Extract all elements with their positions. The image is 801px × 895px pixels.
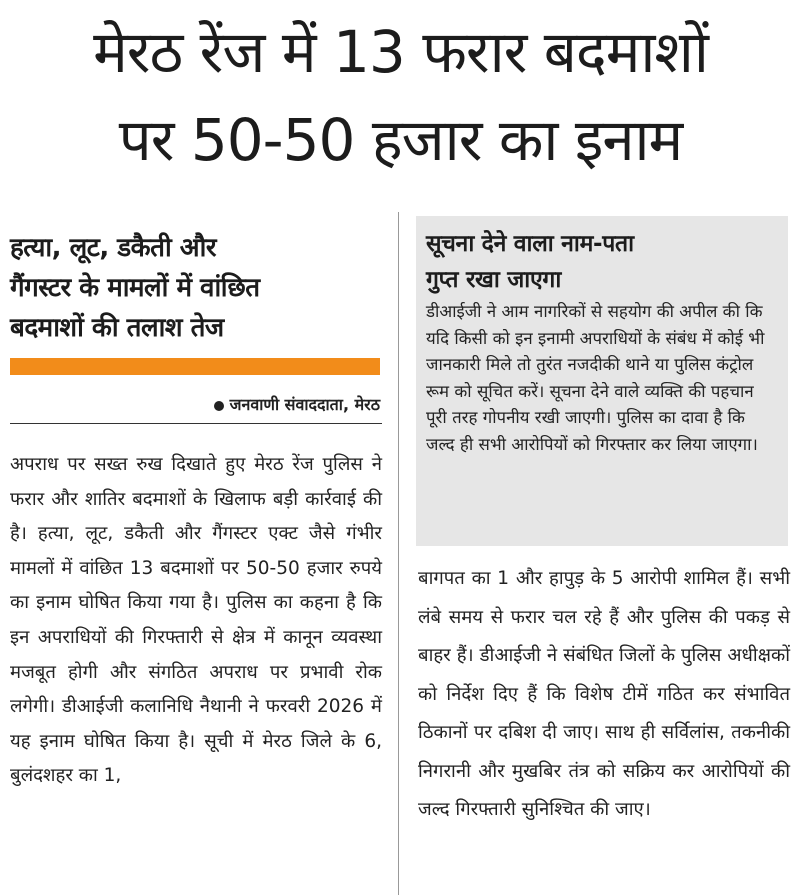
subhead-line-3: बदमाशों की तलाश तेज: [10, 313, 224, 343]
accent-bar: [10, 358, 380, 375]
article-body-left: अपराध पर सख्त रुख दिखाते हुए मेरठ रेंज पुलिस ने फरार और शातिर बदमाशों के खिलाफ बड़ी कार्रवाई की है। हत्या, लूट, डकैती और गैंगस्टर एक्ट जैसे गंभीर मामलों में वांछित 13 बदमाशों पर 50-50 हजार रुपये का इनाम घोषित किया गया है। पुलिस का कहना है कि इन अपराधियों की गिरफ्तारी से क्षेत्र में कानून व्यवस्था मजबूत होगी और संगठित अपराध पर प्रभावी रोक लगेगी। डीआईजी कलानिधि नैथानी ने फरवरी 2026 में यह इनाम घोषित किया है। सूची में मेरठ जिले के 6, बुलंदशहर का 1,: [10, 454, 382, 787]
subhead-line-2: गैंगस्टर के मामलों में वांछित: [10, 273, 260, 303]
headline-line-2: पर 50-50 हजार का इनाम: [118, 106, 683, 174]
box-title: [426, 226, 776, 298]
article-body-right: बागपत का 1 और हापुड़ के 5 आरोपी शामिल हैं। सभी लंबे समय से फरार चल रहे हैं और पुलिस की पकड़ से बाहर हैं। डीआईजी ने संबंधित जिलों के पुलिस अधीक्षकों को निर्देश दिए हैं कि विशेष टीमें गठित कर संभावित ठिकानों पर दबिश दी जाए। साथ ही सर्विलांस, तकनीकी निगरानी और मुखबिर तंत्र को सक्रिय कर आरोपियों की जल्द गिरफ्तारी सुनिश्चित की जाए।: [418, 568, 790, 820]
bullet-icon: [214, 401, 224, 411]
byline-divider: [10, 423, 382, 424]
box-title-line-2: गुप्त रखा जाएगा: [426, 267, 561, 293]
left-column-header: [10, 228, 382, 424]
byline: [10, 393, 382, 415]
box-title-line-1: सूचना देने वाला नाम-पता: [426, 231, 634, 257]
subhead-line-1: हत्या, लूट, डकैती और: [10, 233, 216, 263]
column-divider: [398, 212, 399, 895]
byline-text: जनवाणी संवाददाता, मेरठ: [229, 395, 380, 414]
box-body: डीआईजी ने आम नागरिकों से सहयोग की अपील की कि यदि किसी को इन इनामी अपराधियों के संबंध में कोई भी जानकारी मिले तो तुरंत नजदीकी थाने या पुलिस कंट्रोल रूम को सूचित करें। सूचना देने वाले व्यक्ति की पहचान पूरी तरह गोपनीय रखी जाएगी। पुलिस का दावा है कि जल्द ही सभी आरोपियों को गिरफ्तार कर लिया जाएगा।: [426, 301, 765, 454]
headline-line-1: मेरठ रेंज में 13 फरार बदमाशों: [93, 18, 708, 86]
headline: [0, 8, 801, 184]
subheadline: [10, 228, 382, 348]
info-box: [416, 216, 788, 546]
